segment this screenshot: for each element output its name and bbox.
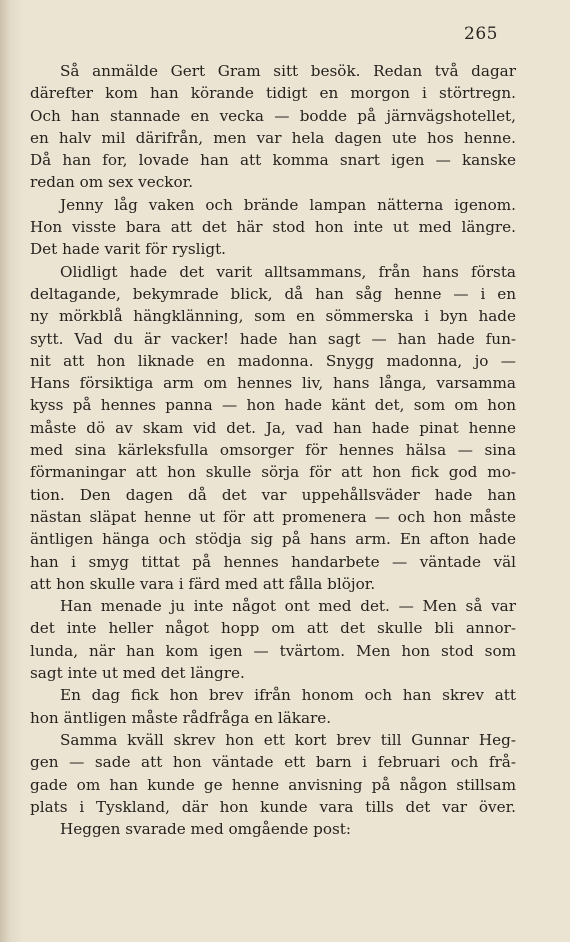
text-line: nit att hon liknade en madonna. Snygg madonna, jo — xyxy=(30,351,516,370)
text-line: Det hade varit för rysligt. xyxy=(30,240,227,259)
text-line: måste dö av skam vid det. Ja, vad han hade pinat henne xyxy=(30,418,516,437)
text-line: Då han for, lovade han att komma snart igen — kanske xyxy=(30,151,516,170)
text-line: Så anmälde Gert Gram sitt besök. Redan två dagar xyxy=(60,62,516,80)
body-text xyxy=(30,60,516,840)
text-line: Heggen svarade med omgående post: xyxy=(60,820,352,839)
text-line: äntligen hänga och stödja sig på hans arm. En afton hade xyxy=(30,530,516,549)
text-line: plats i Tyskland, där hon kunde vara tills det var över. xyxy=(30,797,516,816)
text-line: därefter kom han körande tidigt en morgon i störtregn. xyxy=(30,84,516,103)
text-line: Samma kväll skrev hon ett kort brev till Gunnar Heg- xyxy=(60,730,516,749)
text-line: förmaningar att hon skulle sörja för att hon fick god mo- xyxy=(30,463,516,482)
text-line: tion. Den dagen då det var uppehållsväder hade han xyxy=(30,485,516,504)
text-line: med sina kärleksfulla omsorger för hennes hälsa — sina xyxy=(30,441,516,460)
text-line: En dag fick hon brev ifrån honom och han skrev att xyxy=(60,686,516,705)
text-line: nästan släpat henne ut för att promenera — och hon måste xyxy=(30,507,516,526)
text-line: gen — sade att hon väntade ett barn i februari och frå- xyxy=(30,753,516,772)
text-line: en halv mil därifrån, men var hela dagen ute hos henne. xyxy=(30,128,516,147)
text-line: Och han stannade en vecka — bodde på järnvägshotellet, xyxy=(30,106,516,125)
text-line: lunda, när han kom igen — tvärtom. Men hon stod som xyxy=(30,641,516,660)
text-line: han i smyg tittat på hennes handarbete — väntade väl xyxy=(30,552,516,571)
text-line: redan om sex veckor. xyxy=(30,173,194,192)
text-line: Han menade ju inte något ont med det. — Men så var xyxy=(60,597,516,616)
text-line: Hon visste bara att det här stod hon inte ut med längre. xyxy=(30,218,516,237)
text-line: Hans försiktiga arm om hennes liv, hans långa, varsamma xyxy=(30,374,516,393)
text-line: kyss på hennes panna — hon hade känt det, som om hon xyxy=(30,396,516,415)
text-line: gade om han kunde ge henne anvisning på någon stillsam xyxy=(30,775,516,794)
text-line: hon äntligen måste rådfråga en läkare. xyxy=(30,708,332,727)
text-line: att hon skulle vara i färd med att fålla blöjor. xyxy=(30,574,376,593)
text-line: sytt. Vad du är vacker! hade han sagt — han hade fun- xyxy=(30,329,516,348)
text-line: sagt inte ut med det längre. xyxy=(30,664,245,683)
text-line: Jenny låg vaken och brände lampan nätterna igenom. xyxy=(60,195,516,214)
text-line: deltagande, bekymrade blick, då han såg henne — i en xyxy=(30,284,516,303)
text-line: Olidligt hade det varit alltsammans, från hans första xyxy=(60,262,516,281)
text-line: det inte heller något hopp om att det skulle bli annor- xyxy=(30,619,516,638)
text-line: ny mörkblå hängklänning, som en sömmerska i byn hade xyxy=(30,307,516,326)
page-number: 265 xyxy=(464,24,498,44)
